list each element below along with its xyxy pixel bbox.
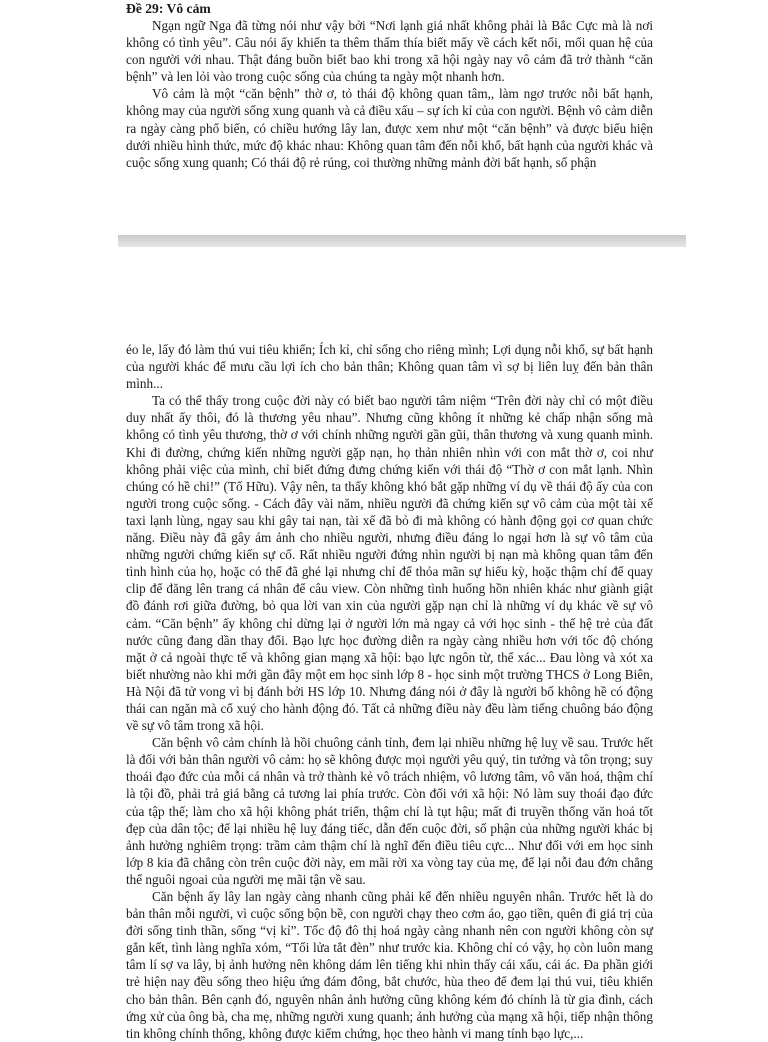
page-bottom-text [126,341,653,1042]
page-gap [0,232,768,340]
page-divider [118,235,686,247]
paragraph-intro: Ngạn ngữ Nga đã từng nói như vậy bởi “Nơi lạnh giá nhất không phải là Bắc Cực mà là nơi không có tình yêu”. Câu nói ấy khiến ta thêm thấm thía biết mấy về cách kết nối, mối quan hệ của con người với nhau. Thật đáng buồn biết bao khi trong xã hội ngày nay vô cảm đã trở thành “căn bệnh” và len lỏi vào trong cuộc sống của chúng ta ngày một nhanh hơn. [126,18,653,85]
paragraph-causes: Căn bệnh ấy lây lan ngày càng nhanh cũng phải kể đến nhiều nguyên nhân. Trước hết là do bản thân mỗi người, vì cuộc sống bộn bề, con người chạy theo cơm áo, gạo tiền, quên đi giá trị của đời sống tinh thần, sống “vị kỉ”. Tốc độ đô thị hoá ngày càng nhanh nên con người không còn sự gắn kết, tình làng nghĩa xóm, “Tối lửa tắt đèn” như trước kia. Không chỉ có vậy, họ còn luôn mang tâm lí sợ va lây, bị ảnh hưởng nên không dám lên tiếng khi nhìn thấy cái xấu, cái ác. Đa phần giới trẻ hiện nay đều sống theo hiệu ứng đám đông, bắt chước, hùa theo để đem lại thú vui, tiêu khiển cho bản thân. Bên cạnh đó, nguyên nhân ảnh hưởng cũng không kém đó chính là từ gia đình, cách ứng xử của ông bà, cha mẹ, những người xung quanh; ảnh hưởng của mạng xã hội, tiếp nhận thông tin không chính thống, không được kiểm chứng, học theo hành vi mang tính bạo lực,... [126,889,653,1041]
essay-title: Đề 29: Vô cảm [126,1,211,16]
paragraph-consequences: Căn bệnh vô cảm chính là hồi chuông cảnh tỉnh, đem lại nhiều những hệ luỵ về sau. Trước hết là đối với bản thân người vô cảm: họ sẽ không được mọi người yêu quý, tin tưởng và tôn trọng; suy thoái đạo đức của mỗi cá nhân và trở thành kẻ vô trách nhiệm, vô lương tâm, vô văn hoá, thậm chí là tội đồ, phải trả giá bằng cả tương lai phía trước. Còn đối với xã hội: Nó làm suy thoái đạo đức của tập thể; làm cho xã hội không phát triển, thậm chí là tụt hậu; mất đi truyền thống văn hoá tốt đẹp của dân tộc; để lại nhiều hệ luỵ đáng tiếc, dẫn đến cuộc đời, số phận của những người khác bị ảnh hưởng nghiêm trọng: trầm cảm thậm chí là nghĩ đến điều tiêu cực... Như đối với em học sinh lớp 8 kia đã chẳng còn trên cuộc đời này, em mãi rời xa vòng tay của mẹ, để lại nỗi đau đớn chẳng thể nguôi ngoai của người mẹ mãi tận về sau. [126,735,653,887]
paragraph-continuation: éo le, lấy đó làm thú vui tiêu khiển; Ích kỉ, chỉ sống cho riêng mình; Lợi dụng nỗi khổ, sự bất hạnh của người khác để mưu cầu lợi ích cho bản thân; Không quan tâm vì sợ bị liên luỵ đến bản thân mình... [126,342,653,392]
page-top [0,0,768,232]
page-top-text [126,0,653,171]
paragraph-examples: Ta có thể thấy trong cuộc đời này có biết bao người tâm niệm “Trên đời này chỉ có một điều duy nhất ấy thôi, đó là thương yêu nhau”. Nhưng cũng không ít những kẻ chấp nhận sống mà không có tình yêu thương, thờ ơ với chính những người gần gũi, thân thương và xung quanh mình. Khi đi đường, chứng kiến những người gặp nạn, họ thản nhiên nhìn với con mắt thờ ơ, coi như không phải việc của mình, chỉ biết đứng đưng chứng kiến với thái độ “Thờ ơ con mắt lạnh. Nhìn chúng có hề chi!” (Tố Hữu). Vậy nên, ta thấy không khó bắt gặp những ví dụ về thái độ ấy của con người trong cuộc sống. - Cách đây vài năm, nhiều người đã chứng kiến sự vô cảm của một tài xế taxi lạnh lùng, ngay sau khi gây tai nạn, tài xế đã bỏ đi mà không có hành động gọi cơ quan chức năng. Điều này đã gây ám ảnh cho nhiều người, nhưng điều đáng lo ngại hơn là sự vô tâm của những người chứng kiến sự cố. Rất nhiều người đứng nhìn người bị nạn mà không quan tâm đến tình hình của họ, hoặc có thể đã ghé lại nhưng chỉ để thỏa mãn sự hiếu kỳ, hoặc thậm chí để quay clip để đăng lên trang cá nhân để câu view. Còn những tình huống hồn nhiên khác như giành giật đồ đánh rơi giữa đường, bỏ qua lời van xin của người gặp nạn chỉ là những ví dụ khác về sự vô cảm. “Căn bệnh” ấy không chỉ dừng lại ở người lớn mà ngay cả với học sinh - thế hệ trẻ của đất nước cũng đang dần thay đổi. Bạo lực học đường diễn ra ngày càng nhiều hơn với tốc độ chóng mặt ở cả ngoài thực tế và không gian mạng xã hội: bạo lực ngôn từ, thể xác... Đau lòng và xót xa biết nhường nào khi mới gần đây một em học sinh lớp 8 - học sinh một trường THCS ở Long Biên, Hà Nội đã tử vong vì bị đánh bởi HS lớp 10. Nhưng đáng nói ở đây là người bố không hề có động thái can ngăn mà cổ xuý cho hành động đó. Tất cả những điều này đều làm tiếng chuông báo động về sự vô tâm trong xã hội. [126,393,653,734]
paragraph-definition: Vô cảm là một “căn bệnh” thờ ơ, tỏ thái độ không quan tâm,, làm ngơ trước nỗi bất hạnh, không may của người sống xung quanh và cả điều xấu – sự ích kỉ của con người. Bệnh vô cảm diễn ra ngày càng phổ biến, có chiều hướng lây lan, được xem như một “căn bệnh” và được biểu hiện dưới nhiều hình thức, mức độ khác nhau: Không quan tâm đến nỗi khổ, bất hạnh của người khác và cuộc sống xung quanh; Có thái độ rẻ rúng, coi thường những mảnh đời bất hạnh, số phận [126,86,653,170]
